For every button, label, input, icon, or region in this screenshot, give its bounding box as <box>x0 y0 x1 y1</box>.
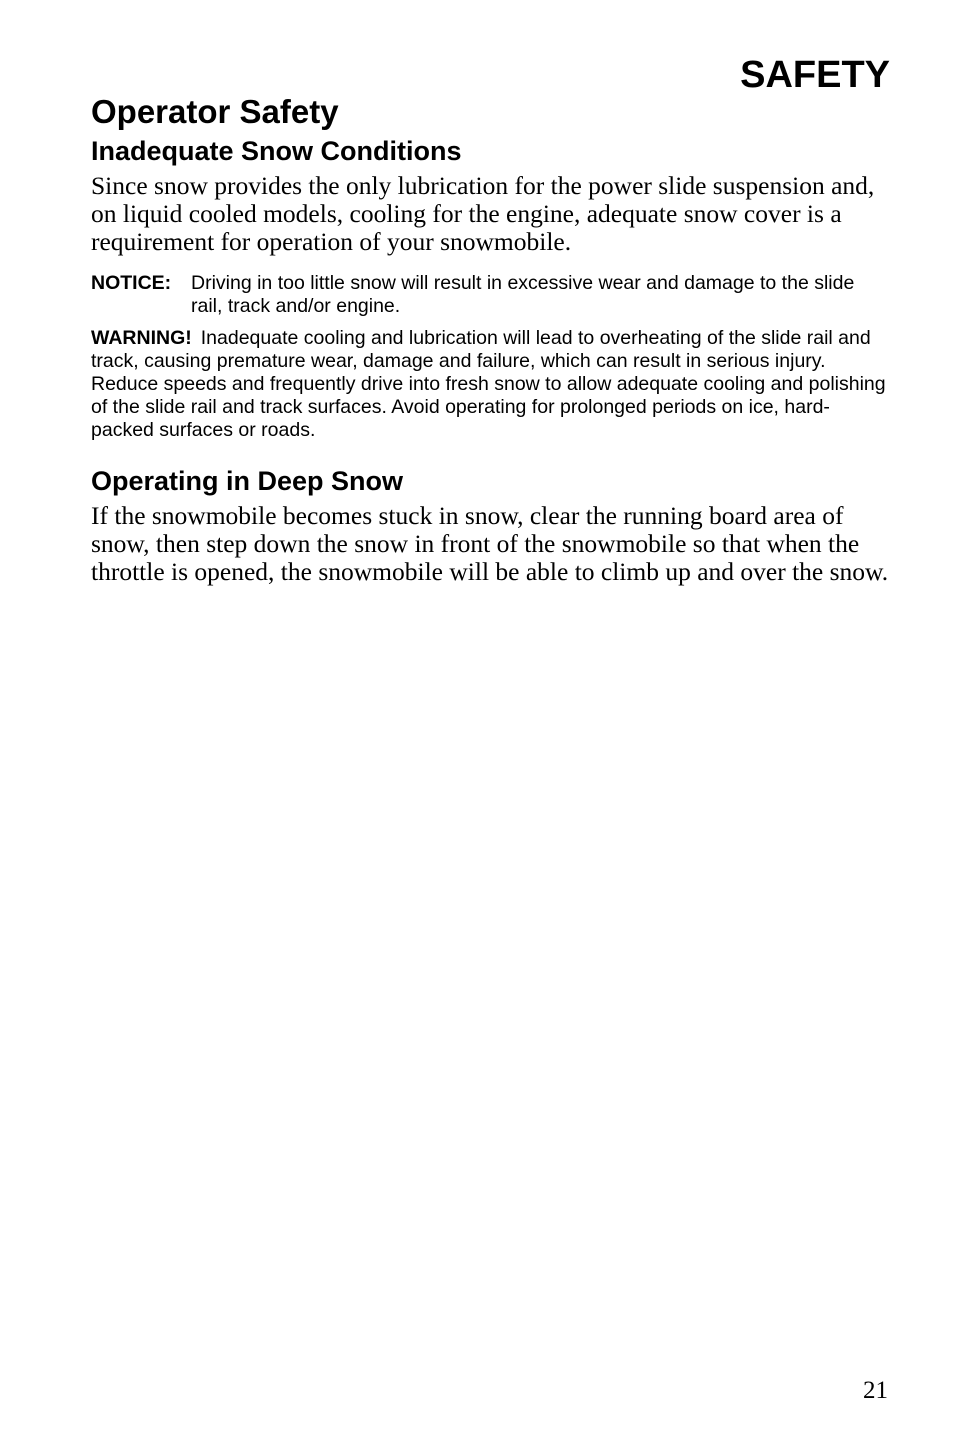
chapter-header: SAFETY <box>740 54 890 96</box>
page-content <box>91 92 891 586</box>
warning-block <box>91 327 891 442</box>
notice-label: NOTICE: <box>91 272 172 294</box>
notice-text: Driving in too little snow will result in excessive wear and damage to the slide rail, track and/or engine. <box>191 272 855 317</box>
warning-text: Inadequate cooling and lubrication will lead to overheating of the slide rail and track, causing premature wear, damage and failure, which can result in serious injury. Reduce speeds and frequently drive into fresh snow to allow adequate cooling and polishing of the slide rail and track surfaces. Avoid operating for prolonged periods on ice, hard-packed surfaces or roads. <box>91 327 886 441</box>
section-title: Operator Safety <box>91 93 339 130</box>
page-number: 21 <box>863 1377 888 1404</box>
notice-block <box>91 272 891 318</box>
warning-label: WARNING! <box>91 327 192 349</box>
deep-snow-body: If the snowmobile becomes stuck in snow, clear the running board area of snow, then step down the snow in front of the snowmobile so that when the throttle is opened, the snowmobile will be able to climb up and over the snow. <box>91 501 889 586</box>
inadequate-snow-title: Inadequate Snow Conditions <box>91 136 462 166</box>
deep-snow-title: Operating in Deep Snow <box>91 466 404 496</box>
inadequate-snow-body: Since snow provides the only lubrication for the power slide suspension and, on liquid cooled models, cooling for the engine, adequate snow cover is a requirement for operation of your snowmobile. <box>91 171 875 256</box>
